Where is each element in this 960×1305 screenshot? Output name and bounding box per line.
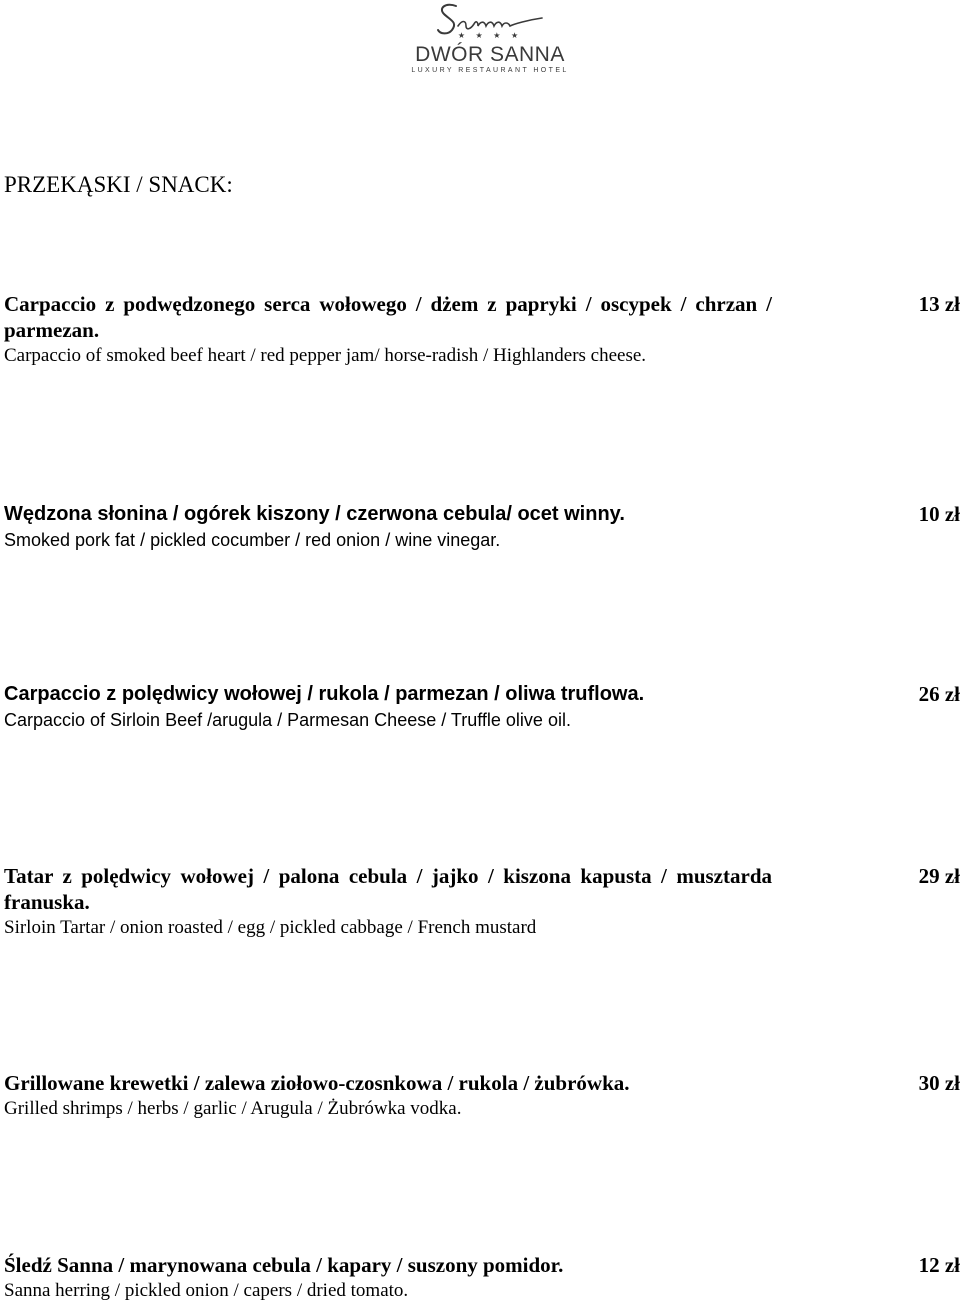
menu-item-price: 29 zł — [918, 864, 960, 888]
menu-item — [4, 1070, 960, 1122]
menu-item — [4, 863, 960, 941]
restaurant-logo — [400, 0, 580, 80]
menu-item — [4, 681, 960, 733]
menu-item-name-en: Sirloin Tartar / onion roasted / egg / pickled cabbage / French mustard — [4, 917, 537, 938]
menu-item-price: 10 zł — [918, 502, 960, 526]
menu-item-name-en: Carpaccio of smoked beef heart / red pepper jam/ horse-radish / Highlanders cheese. — [4, 345, 647, 366]
logo-stars: ★ ★ ★ ★ — [457, 31, 523, 40]
menu-item-price: 12 zł — [918, 1253, 960, 1277]
menu-item-price: 30 zł — [918, 1071, 960, 1095]
menu-item-name-en: Smoked pork fat / pickled cocumber / red onion / wine vinegar. — [4, 530, 501, 550]
logo-tagline: LUXURY RESTAURANT HOTEL — [411, 67, 569, 74]
menu-item-name-en: Carpaccio of Sirloin Beef /arugula / Parmesan Cheese / Truffle olive oil. — [4, 710, 571, 730]
menu-item-name-en: Grilled shrimps / herbs / garlic / Arugula / Żubrówka vodka. — [4, 1098, 462, 1119]
menu-item — [4, 291, 960, 369]
menu-item — [4, 1252, 960, 1304]
menu-item-price: 13 zł — [918, 292, 960, 316]
menu-item-name-pl: Wędzona słonina / ogórek kiszony / czerwona cebula/ ocet winny. — [4, 503, 625, 525]
menu-item-name-pl: Carpaccio z podwędzonego serca wołowego / dżem z papryki / oscypek / chrzan / parmezan. — [4, 292, 772, 342]
menu-item-name-pl: Śledź Sanna / marynowana cebula / kapary / suszony pomidor. — [4, 1253, 564, 1277]
menu-item-name-en: Sanna herring / pickled onion / capers / dried tomato. — [4, 1280, 409, 1301]
logo-name: DWÓR SANNA — [415, 43, 565, 66]
menu-item-name-pl: Carpaccio z polędwicy wołowej / rukola / parmezan / oliwa truflowa. — [4, 683, 645, 705]
menu-item-price: 26 zł — [918, 682, 960, 706]
section-title: PRZEKĄSKI / SNACK: — [4, 172, 233, 197]
menu-item-name-pl: Tatar z polędwicy wołowej / palona cebula / jajko / kiszona kapusta / musztarda franuska. — [4, 864, 772, 914]
menu-item — [4, 501, 960, 553]
menu-item-name-pl: Grillowane krewetki / zalewa ziołowo-czosnkowa / rukola / żubrówka. — [4, 1071, 630, 1095]
